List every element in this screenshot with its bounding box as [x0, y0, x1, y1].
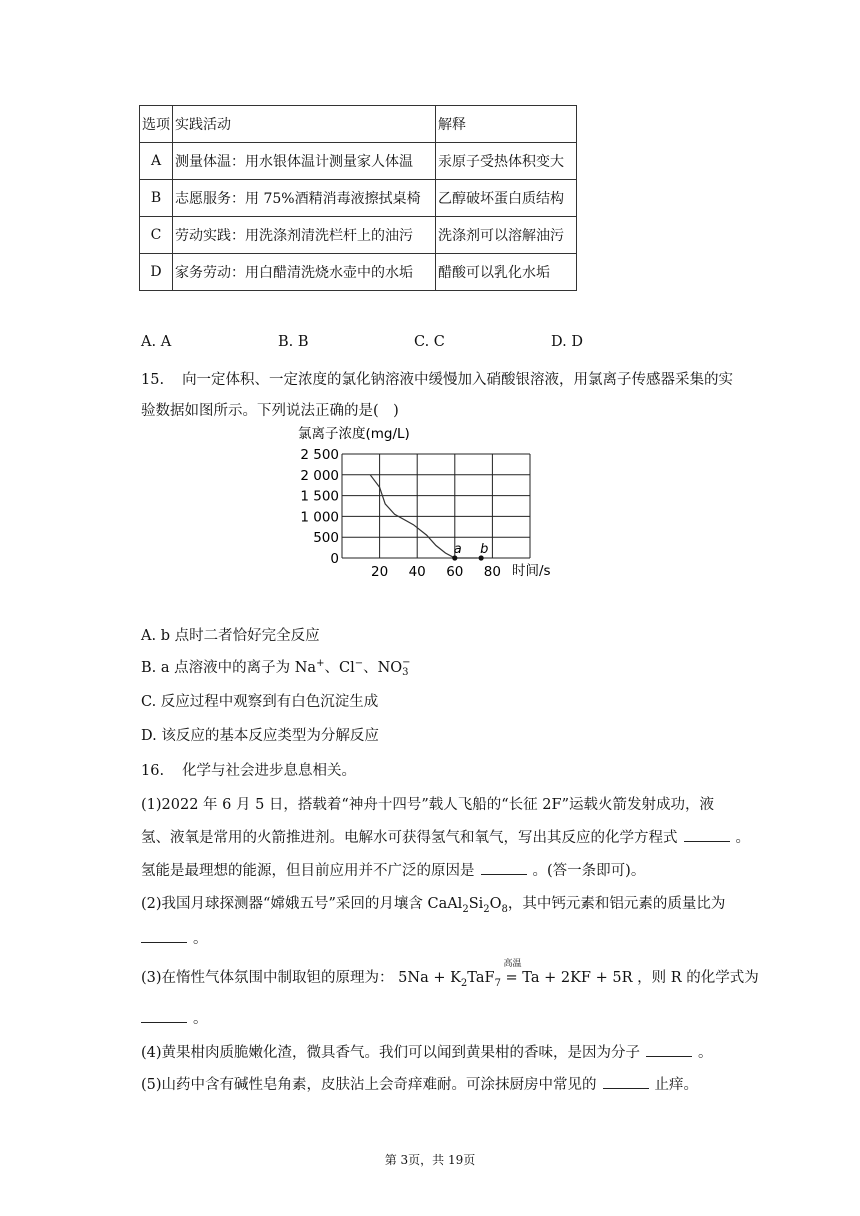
q16-p5-line: [141, 1073, 698, 1094]
answer-blank-equation[interactable]: [684, 827, 730, 842]
choice-d[interactable]: D. D: [551, 334, 583, 350]
q16-p3-end: 。: [193, 1011, 208, 1027]
q16-p4-end: 。: [698, 1045, 713, 1061]
choice-c[interactable]: C. C: [414, 334, 445, 350]
q15-stem: 向一定体积、一定浓度的氯化钠溶液中缓慢加入硝酸银溶液，用氯离子传感器采集的实: [182, 372, 734, 388]
q16-p2-text: (2)我国月球探测器“嫦娥五号”采回的月壤含 CaAl: [141, 896, 463, 912]
eq-arrow: [503, 959, 633, 986]
q16-p3-line2: [141, 1007, 208, 1028]
y-tick-label: 2 500: [300, 447, 339, 463]
y-tick-label: 500: [313, 530, 339, 547]
q16-stem-line: [141, 759, 356, 780]
x-tick-label: 60: [446, 564, 464, 580]
subscript: 2: [462, 903, 469, 915]
eq-right: = Ta + 2KF + 5R: [505, 970, 633, 986]
answer-blank-molecule[interactable]: [646, 1042, 692, 1057]
table-cell: 测量体温：用水银体温计测量家人体温: [173, 143, 436, 180]
q16-p1-line2: [141, 826, 750, 847]
choice-b[interactable]: B. B: [278, 334, 309, 350]
q16-p1-text: 氢、液氧是常用的火箭推进剂。电解水可获得氢气和氧气，写出其反应的化学方程式: [141, 830, 678, 846]
reaction-condition: 高温: [503, 959, 522, 969]
table-header-cell: 实践活动: [173, 106, 436, 143]
table-cell: 汞原子受热体积变大: [436, 143, 577, 180]
tantalum-equation: [398, 959, 637, 989]
option-b-sep1: 、Cl: [324, 660, 355, 676]
table-cell: 家务劳动：用白醋清洗烧水壶中的水垢: [173, 254, 436, 291]
y-tick-labels: [300, 447, 339, 567]
subscript: 2: [483, 903, 490, 915]
q16-p5-end: 止痒。: [654, 1077, 699, 1093]
q16-p1-line1: (1)2022 年 6 月 5 日，搭载着“神舟十四号”载人飞船的“长征 2F”运载火箭发射成功，液: [141, 797, 714, 813]
x-tick-label: 80: [483, 564, 501, 580]
q16-p3-line1: [141, 959, 759, 989]
table-cell: 劳动实践：用洗涤剂清洗栏杆上的油污: [173, 217, 436, 254]
table-header-cell: 解释: [436, 106, 577, 143]
subscript: 7: [494, 977, 501, 989]
x-tick-label: 40: [408, 564, 426, 580]
chloride-chart: [290, 424, 590, 584]
y-tick-label: 0: [330, 551, 339, 567]
table-row: [140, 217, 577, 254]
q16-p3-text-end: ，则 R 的化学式为: [637, 970, 759, 986]
y-tick-label: 1 500: [300, 488, 339, 505]
options-table: [139, 105, 577, 291]
q15-option-b[interactable]: [141, 656, 411, 678]
q16-p2-line2: [141, 927, 208, 948]
q16-p5-text: (5)山药中含有碱性皂角素，皮肤沾上会奇痒难耐。可涂抹厨房中常见的: [141, 1077, 597, 1093]
table-header-cell: 选项: [140, 106, 173, 143]
subscript: 8: [501, 903, 508, 915]
table-row: [140, 180, 577, 217]
table-row: [140, 143, 577, 180]
table-cell: B: [140, 180, 173, 217]
q16-p2-o: O: [489, 896, 502, 912]
chart-ylabel: 氯离子浓度(mg/L): [298, 426, 410, 442]
subscript: 2: [460, 977, 468, 989]
q15-option-c[interactable]: C. 反应过程中观察到有白色沉淀生成: [141, 694, 379, 710]
q16-p4-text: (4)黄果柑肉质脆嫩化渣，微具香气。我们可以闻到黄果柑的香味，是因为分子: [141, 1045, 641, 1061]
answer-blank-mass-ratio[interactable]: [141, 928, 187, 943]
q16-p1-line3: [141, 859, 645, 880]
option-b-prefix: B. a 点溶液中的离子为 Na: [141, 660, 317, 676]
table-header-row: [140, 106, 577, 143]
q16-p2-text-end: ，其中钙元素和铝元素的质量比为: [507, 896, 726, 912]
option-b-sep2: 、NO: [363, 660, 403, 676]
q15-option-d[interactable]: D. 该反应的基本反应类型为分解反应: [141, 728, 379, 744]
choice-a[interactable]: A. A: [141, 334, 172, 350]
eq-left: 5Na + K: [398, 970, 461, 986]
q15-number: 15.: [141, 372, 165, 388]
na-charge: +: [316, 658, 325, 670]
q16-stem: 化学与社会进步息息相关。: [182, 763, 357, 779]
cl-charge: −: [354, 658, 364, 670]
table-cell: A: [140, 143, 173, 180]
table-cell: 志愿服务：用 75%酒精消毒液擦拭桌椅: [173, 180, 436, 217]
answer-blank-reason[interactable]: [481, 860, 527, 875]
chart-xlabel: 时间/s: [512, 563, 551, 579]
table-cell: D: [140, 254, 173, 291]
table-row: [140, 254, 577, 291]
q16-p1-reason-end: 。(答一条即可)。: [532, 863, 646, 879]
data-point-label: a: [453, 542, 462, 557]
table-cell: C: [140, 217, 173, 254]
q16-p4-line: [141, 1041, 713, 1062]
q16-p1-end: 。: [735, 830, 750, 846]
table-cell: 醋酸可以乳化水垢: [436, 254, 577, 291]
q15-stem-line1: [141, 368, 733, 389]
q16-p3-text: (3)在惰性气体氛围中制取钽的原理为：: [141, 970, 394, 986]
q16-p2-end: 。: [193, 931, 208, 947]
x-tick-label: 20: [371, 564, 389, 580]
y-tick-label: 2 000: [300, 467, 339, 484]
chart-grid: [342, 454, 530, 558]
page-footer: 第 3页，共 19页: [384, 1153, 476, 1167]
y-tick-label: 1 000: [300, 509, 339, 526]
table-cell: 洗涤剂可以溶解油污: [436, 217, 577, 254]
table-cell: 乙醇破坏蛋白质结构: [436, 180, 577, 217]
q16-p1-reason-text: 氢能是最理想的能源，但目前应用并不广泛的原因是: [141, 863, 475, 879]
answer-blank-kitchen-item[interactable]: [603, 1074, 649, 1089]
q16-p2-si: Si: [468, 896, 484, 912]
eq-mid: TaF: [467, 970, 495, 986]
answer-blank-formula[interactable]: [141, 1008, 187, 1023]
no3-subscript: 3: [402, 667, 409, 678]
data-point-label: b: [480, 542, 489, 557]
no3-charge: −: [402, 657, 411, 668]
q15-option-a[interactable]: A. b 点时二者恰好完全反应: [141, 628, 320, 644]
x-tick-labels: [371, 564, 501, 580]
q16-number: 16.: [141, 763, 165, 779]
q16-p2-line1: [141, 892, 725, 915]
q15-stem-line2: 验数据如图所示。下列说法正确的是( ): [141, 403, 399, 419]
